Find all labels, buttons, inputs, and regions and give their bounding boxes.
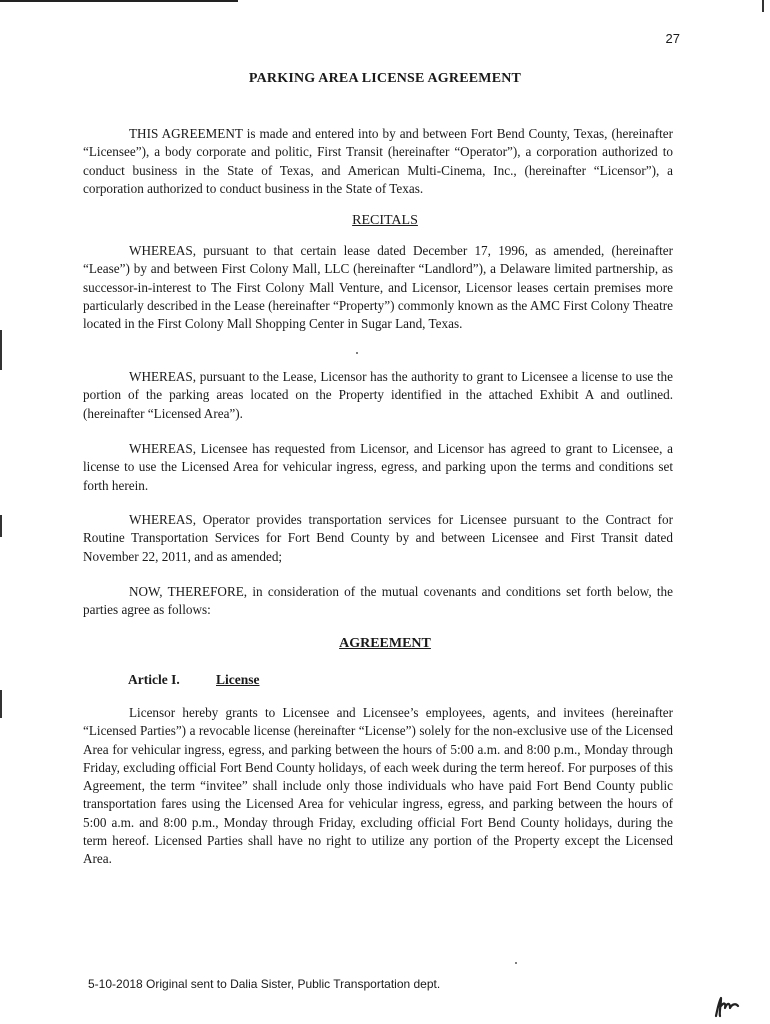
recitals-heading: RECITALS [352,213,418,228]
scan-edge-mark [0,330,2,370]
scan-edge-mark [0,515,2,537]
recital-paragraph: WHEREAS, pursuant to the Lease, Licensor has the authority to grant to Licensee a license to use the portion of the parking areas located on the Property identified in the attached Exhibit A and outlined. (hereinafter “Licensed Area”). [83,369,673,421]
scan-top-rule [0,0,238,2]
handwritten-initials [712,994,752,1020]
scan-speck [515,962,517,964]
article-number: Article I. [128,672,180,687]
recital-paragraph: WHEREAS, Licensee has requested from Licensor, and Licensor has agreed to grant to Licensee, a license to use the Licensed Area for vehicular ingress, egress, and parking upon the terms and conditions set forth herein. [83,441,673,493]
intro-paragraph: THIS AGREEMENT is made and entered into by and between Fort Bend County, Texas, (hereinafter “Licensee”), a body corporate and politic, First Transit (hereinafter “Operator”), a corporation authorized to conduct business in the State of Texas, and American Multi-Cinema, Inc., (hereinafter “Licensor”), a corporation authorized to conduct business in the State of Texas. [83,126,673,196]
scan-edge-mark [762,0,764,12]
article-paragraph: Licensor hereby grants to Licensee and Licensee’s employees, agents, and invitees (hereinafter “Licensed Parties”) a revocable license (hereinafter “License”) solely for the non-exclusive use of the Licensed Area for vehicular ingress, egress, and parking between the hours of 5:00 a.m. and 8:00 p.m., Monday through Friday, excluding official Fort Bend County holidays, of each week during the term hereof. For purposes of this Agreement, the term “invitee” shall include only those individuals who have paid Fort Bend County public transportation fares using the Licensed Area for vehicular ingress, egress, and parking between the hours of 5:00 a.m. and 8:00 p.m., Monday through Friday, excluding official Fort Bend County holidays, during the term hereof. Licensed Parties shall have no right to utilize any portion of the Property except the Licensed Area. [83,705,673,867]
recital-paragraph: WHEREAS, pursuant to that certain lease dated December 17, 1996, as amended, (hereinafter “Lease”) by and between First Colony Mall, LLC (hereinafter “Landlord”), a Delaware limited partnership, as successor-in-interest to The First Colony Mall Venture, and Licensor, Licensor leases certain premises more particularly described in the Lease (hereinafter “Property”) commonly known as the AMC First Colony Theatre located in the First Colony Mall Shopping Center in Sugar Land, Texas. [83,243,673,332]
agreement-heading: AGREEMENT [339,636,431,651]
scan-edge-mark [0,690,2,718]
article-title: License [216,672,260,687]
recital-paragraph: WHEREAS, Operator provides transportation services for Licensee pursuant to the Contract for Routine Transportation Services for Fort Bend County by and between Licensee and First Transit dated November 22, 2011, and as amended; [83,512,673,564]
footer-note: 5-10-2018 Original sent to Dalia Sister, Public Transportation dept. [88,977,441,991]
scan-speck [356,352,358,354]
page-number: 27 [665,31,680,46]
document-title: PARKING AREA LICENSE AGREEMENT [248,71,522,86]
recital-paragraph: NOW, THEREFORE, in consideration of the mutual covenants and conditions set forth below, the parties agree as follows: [83,584,673,618]
